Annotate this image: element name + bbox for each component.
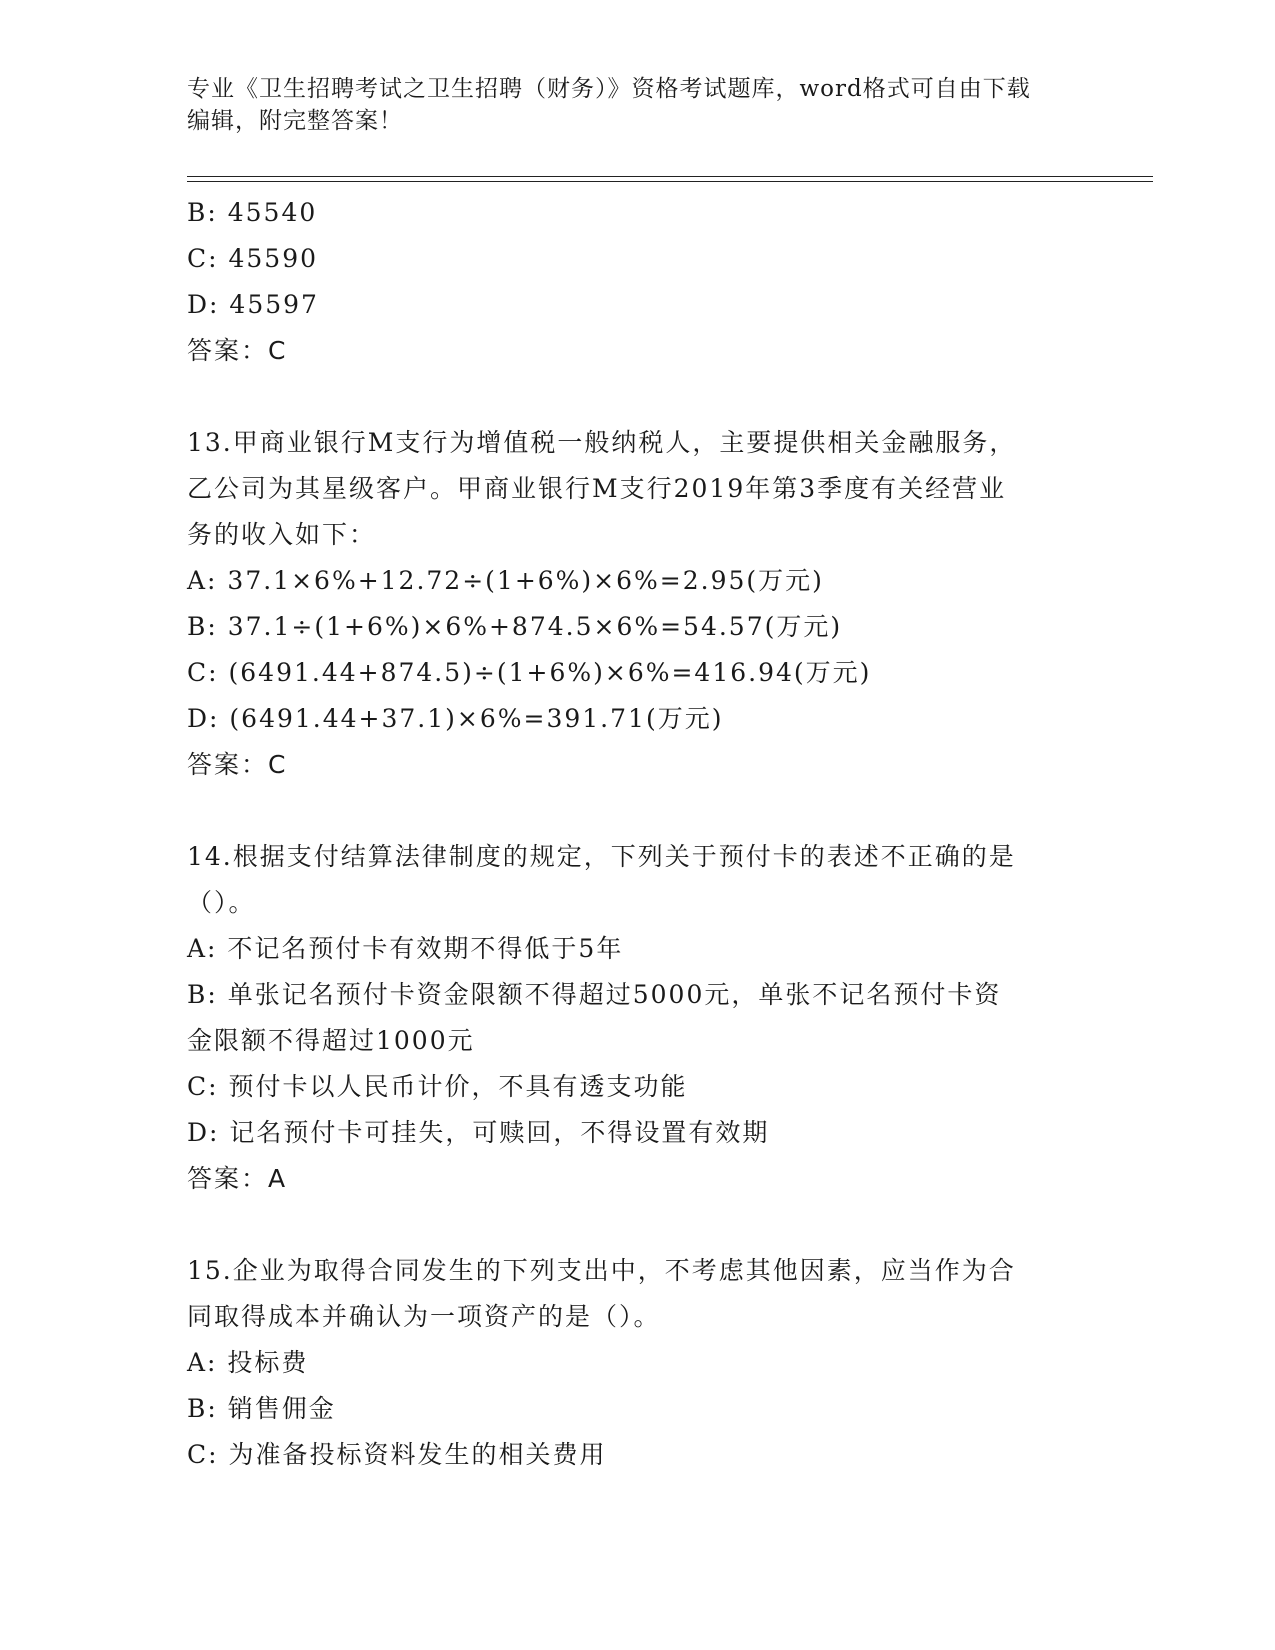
header-line-2: 编辑，附完整答案！ — [187, 108, 403, 134]
spacer — [187, 1202, 1087, 1248]
q14-option-d: D: 记名预付卡可挂失，可赎回，不得设置有效期 — [187, 1118, 770, 1147]
q15-option-a: A: 投标费 — [187, 1348, 309, 1377]
q14-option-b-line-2: 金限额不得超过1000元 — [187, 1026, 475, 1055]
question-12 — [187, 190, 1087, 374]
q13-option-d: D: (6491.44+37.1)×6%=391.71(万元) — [187, 704, 724, 733]
q13-option-a: A: 37.1×6%+12.72÷(1+6%)×6%=2.95(万元) — [187, 566, 824, 595]
document-header — [187, 73, 1087, 137]
spacer — [187, 374, 1087, 420]
question-13 — [187, 420, 1087, 788]
q13-stem-line-2: 乙公司为其星级客户。甲商业银行M支行2019年第3季度有关经营业 — [187, 474, 1007, 503]
q15-option-c: C: 为准备投标资料发生的相关费用 — [187, 1440, 607, 1469]
question-content — [187, 190, 1087, 1478]
header-line-1: 专业《卫生招聘考试之卫生招聘（财务）》资格考试题库，word格式可自由下载 — [187, 76, 1031, 102]
q13-stem-line-1: 13.甲商业银行M支行为增值税一般纳税人，主要提供相关金融服务， — [187, 428, 1017, 457]
q13-answer: 答案：C — [187, 750, 288, 779]
q15-stem-line-2: 同取得成本并确认为一项资产的是（）。 — [187, 1302, 661, 1331]
header-rule-top — [187, 176, 1153, 177]
question-15 — [187, 1248, 1087, 1478]
q14-answer: 答案：A — [187, 1164, 288, 1193]
q14-option-b-line-1: B: 单张记名预付卡资金限额不得超过5000元，单张不记名预付卡资 — [187, 980, 1002, 1009]
q12-answer: 答案：C — [187, 336, 288, 365]
q13-option-b: B: 37.1÷(1+6%)×6%+874.5×6%=54.57(万元) — [187, 612, 843, 641]
q14-option-c: C: 预付卡以人民币计价，不具有透支功能 — [187, 1072, 688, 1101]
q12-option-b: B: 45540 — [187, 198, 318, 227]
q15-stem-line-1: 15.企业为取得合同发生的下列支出中，不考虑其他因素，应当作为合 — [187, 1256, 1016, 1285]
q13-stem-line-3: 务的收入如下： — [187, 520, 377, 549]
spacer — [187, 788, 1087, 834]
q15-option-b: B: 销售佣金 — [187, 1394, 336, 1423]
q12-option-c: C: 45590 — [187, 244, 319, 273]
q13-option-c: C: (6491.44+874.5)÷(1+6%)×6%=416.94(万元) — [187, 658, 872, 687]
header-rule-bottom — [187, 181, 1153, 182]
question-14 — [187, 834, 1087, 1202]
q14-stem-line-1: 14.根据支付结算法律制度的规定，下列关于预付卡的表述不正确的是 — [187, 842, 1016, 871]
q12-option-d: D: 45597 — [187, 290, 319, 319]
q14-stem-line-2: （）。 — [187, 888, 256, 917]
q14-option-a: A: 不记名预付卡有效期不得低于5年 — [187, 934, 624, 963]
